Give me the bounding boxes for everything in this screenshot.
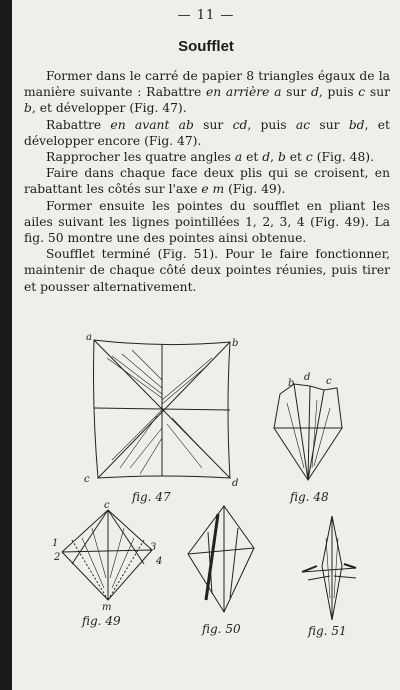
text-run: (Fig. 48).: [312, 150, 375, 165]
text-run: (Fig. 49).: [224, 182, 286, 197]
text-run: sur: [310, 117, 349, 132]
paragraph: [24, 117, 390, 149]
fig-51-caption: fig. 51: [308, 624, 347, 638]
instructions-text: [24, 68, 390, 295]
book-page: [12, 0, 400, 690]
fig-47-label-d: d: [232, 478, 239, 489]
text-run: , et développer encore (Fig. 47).: [24, 117, 390, 148]
italic-run: en arrière a: [206, 85, 282, 100]
fig-48-label-c: c: [326, 376, 332, 387]
fig-49-label-m: m: [102, 602, 112, 613]
text-run: , et développer (Fig. 47).: [31, 101, 187, 116]
fig-49-label-3: 3: [150, 542, 157, 553]
fig-49-diamond: [62, 510, 152, 600]
fig-49-label-4: 4: [156, 556, 163, 567]
italic-run: cd: [232, 117, 248, 132]
text-run: sur: [281, 85, 311, 100]
text-run: et: [242, 150, 263, 165]
fig-50-diamond: [188, 506, 254, 612]
figures-area: [12, 328, 400, 690]
fig-47-square: [94, 340, 231, 478]
fig-51-bellows: [302, 516, 356, 620]
text-run: , puis: [247, 117, 296, 132]
text-run: Faire dans chaque face deux plis qui se croisent, en rabattant les côtés sur l'axe: [24, 166, 390, 197]
fig-48-diamond: [274, 384, 342, 480]
fig-47-label-b: b: [232, 338, 239, 349]
text-run: Former ensuite les pointes du soufflet en pliant les ailes suivant les lignes pointillées 1, 2, 3, 4 (Fig. 49). La fig. 50 montre une des pointes ainsi obtenue.: [24, 198, 390, 246]
italic-run: d: [311, 85, 319, 100]
italic-run: en avant ab: [110, 117, 194, 132]
fig-49-label-1: 1: [52, 538, 59, 549]
italic-run: d: [262, 150, 271, 165]
fig-47-caption: fig. 47: [132, 490, 171, 504]
fig-47-label-c: c: [84, 474, 90, 485]
italic-run: bd: [348, 117, 365, 132]
fig-48-label-b: b: [288, 378, 295, 389]
text-run: Soufflet terminé (Fig. 51). Pour le faire fonctionner, maintenir de chaque côté deux pointes réunies, puis tirer et pousser alternativement.: [24, 247, 390, 294]
italic-run: e m: [201, 182, 225, 197]
fig-47-label-a: a: [86, 332, 92, 343]
section-title: Soufflet: [178, 38, 234, 55]
italic-run: b: [277, 150, 286, 165]
text-run: , puis: [318, 85, 359, 100]
fig-49-caption: fig. 49: [82, 614, 121, 628]
fig-48-label-d: d: [304, 372, 311, 383]
italic-run: ac: [295, 117, 311, 132]
paragraph: [24, 149, 390, 165]
paragraph: [24, 246, 390, 295]
italic-run: a: [234, 150, 243, 165]
paragraph: [24, 68, 390, 117]
text-run: sur: [365, 85, 390, 100]
text-run: ,: [270, 150, 278, 165]
page-number: — 11 —: [177, 8, 235, 23]
fig-49-label-2: 2: [54, 552, 61, 563]
italic-run: b: [24, 101, 32, 116]
fig-50-caption: fig. 50: [202, 622, 241, 636]
italic-run: c: [358, 85, 366, 100]
text-run: Rapprocher les quatre angles: [46, 150, 235, 165]
fig-48-caption: fig. 48: [290, 490, 329, 504]
paragraph: [24, 198, 390, 247]
italic-run: c: [305, 150, 313, 165]
paragraph: [24, 165, 390, 197]
text-run: et: [285, 150, 306, 165]
fig-49-label-c: c: [104, 500, 110, 511]
text-run: Rabattre: [46, 117, 111, 132]
text-run: sur: [193, 117, 233, 132]
text-run: Former dans le carré de papier 8 triangles égaux de la manière suivante : Rabattre: [24, 69, 390, 100]
